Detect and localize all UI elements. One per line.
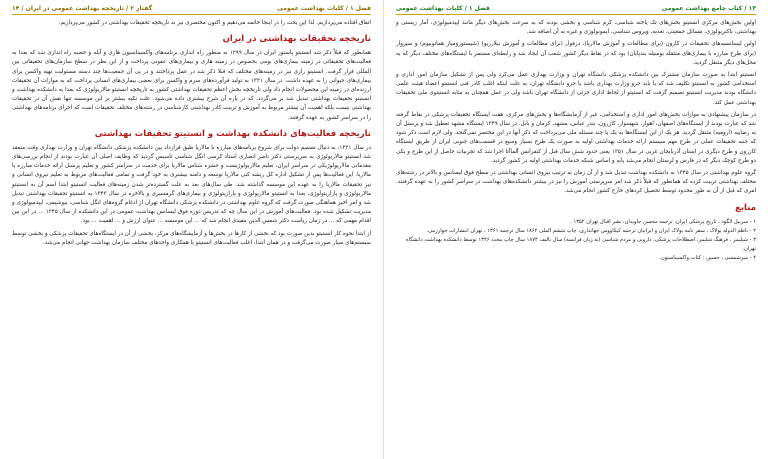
section-heading: تاریخچه تحقیقات بهداشتی در ایران xyxy=(222,34,371,45)
header-chapter: فصل ۱ / کلیات بهداشت عمومی xyxy=(277,4,371,12)
header-book-title: ۱۳ / کتاب جامع بهداشت عمومی xyxy=(661,4,756,12)
paragraph: گروه علوم بهداشتی در سال ۱۳۴۵ به دانشکده بهداشت تبدیل شد و از آن زمان به ترتیب نیروی انسانی بهداشتی در سطح فوق لیسانس و بالاتر در رشته‌های مختلف بهداشتی تربیت کرده که همانطور که قبلاً ذکر شد امر سرپرستی آموزش را نیز در بیشتر دانشکده‌های بهداشت در سراسر کشور را به عهده گرفتند. امری که قبل از آن به طور محدود توسط تحصیل کردهای خارج کشور انجام می‌شد. xyxy=(396,170,756,195)
right-page xyxy=(384,0,768,459)
reference-item: ۲ - ناظم الدوله بولاک ، سفر نامه بولاک ایران و ایرانیان ترجمه کیکاووس جهانداری، چاپ ششم الملی ۱۸۶۲ سال ترجمه ۱۳۶۱ ، تهران انتشارات خوارزمی. xyxy=(426,228,756,235)
references-list xyxy=(396,218,756,263)
reference-item: ۱ - سربیل الگود ، تاریخ پزشکی ایران، ترجمه محسن جاویدان، نشر اقبال تهران ۱۳۵۲ . xyxy=(570,218,756,225)
paragraph: در سازمان پیشنهادی به موازات بخش‌های امور اداری و استخدامی، غیر از آزمایشگاه‌ها و بخش‌های مرکزی، هفت ایستگاه تحقیقات پزشکی در نقاط گرفته شد که عبارت بودند از ایستگاه‌های اصفهان، اهواز، شهسوار، کازرون، بندر عباس، مشهد، کرمان و بابل. در سال ۱۳۴۹ ایستگاه مشهد تعطیل شد و پرسنل آن به رضاییه (ارومیه) منتقل گردید. هر یک از این ایستگاه‌ها به یک یا چند مسئله ملی می‌پرداخت که ذکر آنها در این مختصر نمی‌گنجد. ولی لازم است ذکر شود که جنبه تحقیقات عملی در طرح مهم سیستم ارائه خدمات بهداشتی اولیه به صورت یک طرح بسیار وسیع در قسمت‌های جنوبی ایران از طریق ایستگاه کازرون و طرح دیگری در استان آذربایجان غربی در سال ۱۳۵۱ یعنی حدود شش سال قبل از کنفرانس آلماآتا اجرا شد که تجربیات حاصل از این طرح و یکی دو طرح کوچک دیگر که در فارس و لرستان انجام می‌شد پایه و اساس شبکه خدمات بهداشتی اولیه در کشور گردید. xyxy=(396,111,756,164)
intro-paragraph: اتفاق افتاده می‌پردازیم. لذا این بحث را در اینجا خاتمه می‌دهیم و اکنون مختصری نیز به تاریخچه تحقیقات بهداشتی در کشور می‌پردازیم. xyxy=(58,20,371,26)
references-heading: منابع xyxy=(735,202,756,213)
paragraph: انستیتو ابتدا به صورت سازمان مشترک بین دانشکده پزشکی دانشگاه تهران و وزارت بهداری عمل می‌کرد ولی پس از تشکیل سازمان امور اداری و استخدامی کشور به انستیتو تکلیف شد که یا باید جزو وزارت بهداری باشد یا جزو دانشگاه تهران، به علت اینکه اغلب کادر فنی انستیتو اعضاء هیئت علمی دانشگاه بودند مدیریت انستیتو تصمیم گرفت که انستیتو از لحاظ اداری جزئی از دانشگاه تهران باشد ولی در عمل همچنان به مثابه انستیتوی ملی تحقیقات بهداشتی عمل کند. xyxy=(396,72,756,106)
header-section-title: گفتار ۲ / تاریخچه بهداشت عمومی در ایران / ۱۴ xyxy=(12,4,153,12)
section-heading: تاریخچه فعالیت‌های دانشکده بهداشت و انستیتو تحقیقات بهداشتی xyxy=(94,128,371,139)
paragraph: همانطور که قبلاً ذکر شد انستیتو پاستور ایران در سال ۱۲۹۹ به منظور راه اندازی برنامه‌های واکسیناسیون هاری و آبله و حصبه راه اندازی شد که بعدا به فعالیت‌های تحقیقاتی در زمینه بیماری‌های بومی بخصوص در زمینه هاری و بیماری‌های عفونی پرداخت و از این نظر در سطح سازمان‌های تحقیقاتی بین المللی قرار گرفت. انستیتو رازی نیز در زمینه‌های مختلف که قبلا ذکر شد در عمل پرداختند و در پی آن جمعیت‌ها چند دسته مسئولیت تهیه واکسن برای بیماری‌های حیوانی را به عهده داشت. در سال ۱۳۳۱ به تولید فرآورده‌های سرم و واکسن برای بعضی بیماری‌های انسانی پرداخت که به موازات آن تحقیقات ارزنده‌ای در زمینه این محصولات انجام داد ولی تاریخچه بخش اعظم تحقیقات بهداشتی کشور به تاریخچه انستیتو مالاریولوژی که بعدا به دانشکده بهداشت و انستیتو تحقیقات بهداشتی تبدیل شد بر می‌گردد، که در پاره آن شرح بیشتری داده می‌شود. علت تکیه بیشتر بر این موسسه تنها نقش آن در تحقیقات بهداشتی نیست بلکه اهمیت آن بیشتر مربوط به آموزش و تربیت کادر بهداشتی کارشناسی در رشته‌های مختلف تحقیقات است که اجرای برنامه‌های بهداشتی را در سراسر کشور به عهده گرفتند. xyxy=(12,50,372,121)
paragraph: اولین لیسانسیه‌های تحقیقات در کارون (برای مطالعات و آموزش مالاریا)، دزفول (برای مطالعات و آموزش بیلارزیو) (شیستوزومیاز هماتوبیوم) و سیروار (برای طرح مبارزه با بیماری‌های منتقله بوسیله بندپایان) بود که در نقاط دیگر کشور شعب آن ایجاد شد و رابطه‌ای مستمر با ایستگاه‌های مختلف دیگر که به محل‌های دیگر منتقل گردید. xyxy=(396,41,756,66)
reference-item: ۳ - شیلیمر ، فرهنگ شلیمر: اصطلاحات پزشکی، دارویی و مردم شناسی (به زبان فرانسه) سال تالیف ۱۸۷۴ سال چاپ مجدد ۱۳۴۶ توسط دانشکده بهداشت دانشگاه تهران. xyxy=(405,237,756,252)
header-chapter: فصل ۱ / کلیات بهداشت عمومی xyxy=(396,4,490,12)
page-header xyxy=(396,4,756,15)
paragraph: اولین بخش‌های مرکزی انستیتو بخش‌های تک یاخته شناسی، کرم شناسی و بخشی بودند که به سرعت بخش‌های دیگر مانند اپیدمیولوژی، آمار زیستی و بهداشتی، باکتریولوژی، مسائل جمعیتی، تغذیه، ویروس شناسی، ایمونولوژی و غیره به آن اضافه شد. xyxy=(396,20,756,36)
paragraph: از ابتدا نحوه کار انستیتو بدین صورت بود که بخشی از کارها در بخش‌ها و آزمایشگاه‌های مرکز، بخشی از آن در ایستگاه‌های تحقیقات پزشکی و بخشی توسط سیستم‌های سیار صورت می‌گرفت و در همان ابتدا، اغلب فعالیت‌های انستیتو با همکاری واحدهای مختلف سازمان بهداشت جهانی انجام می‌شد. xyxy=(12,230,371,246)
page-header xyxy=(12,4,371,15)
reference-item: ۴ - میرشمسی ، حسین : کتاب واکسیناسیون. xyxy=(659,255,756,262)
paragraph: در سال ۱۳۲۱، به دنبال تصمیم دولت برای شروع برنامه‌های مبارزه با مالاریا طبق قرارداد بین دانشکده پزشکی دانشگاه تهران و وزارت بهداری وقت منعقد شد انستیتو مالاریولوژی به سرپرستی دکتر ناصر انصاری استاد کرسی انگل شناسی تاسیس گردید که وظایف اصلی آن عبارت بودند از انجام بررسی‌های مقدماتی مالاریولوژیکی در سراسر ایران، تعلیم مالاریولوژیست و حشره شناس مالاریا برای خدمت در سراسر کشور و تعلیم پرسنل ارائه خدمات مبارزه با مالاریا. این فعالیت‌ها پس از تشکیل اداره کل ریشه کنی مالاریا توسعه و دامنه بیشتری به خود گرفت و تمامی فعالیت‌های مربوط به تعلیم نیروی انسانی و نیز تحقیقات مالاریا را به عهده این موسسه گذاشته شد. طی سال‌های بعد به علت گسترده‌تر شدن زمینه‌های فعالیت انستیتو ابتدا اسم آن به انستیتو مالاریولوژی و پارازیتولوژی، بعدا به انستیتو مالاریولوژی و پارازیتولوژی و بیماری‌های گرمسیری و بالاخره در سال ۱۳۴۳ به انستیتو تحقیقات بهداشتی تبدیل شد و امر اخیر هماهنگی صورت گرفت که گروه علوم بهداشتی در دانشکده پزشکی دانشگاه تهران از ادغام گروه‌های انگل شناسی، بیوشیمی، اپیدمیولوژی و مدیریت تشکیل شده بود. فعالیت‌های آموزش در این سال چه که تدریس دوره فوق لیسانس بهداشت عمومی در این دانشکده از سال ۱۳۴۵ ... در این بین اقدام مهمی که ... در زمان ریاست دکتر شمس الدین مفیدی انجام شد که ... این موسسه ... عنوان ارزش و ... اهمیت ... بود. xyxy=(12,144,372,225)
